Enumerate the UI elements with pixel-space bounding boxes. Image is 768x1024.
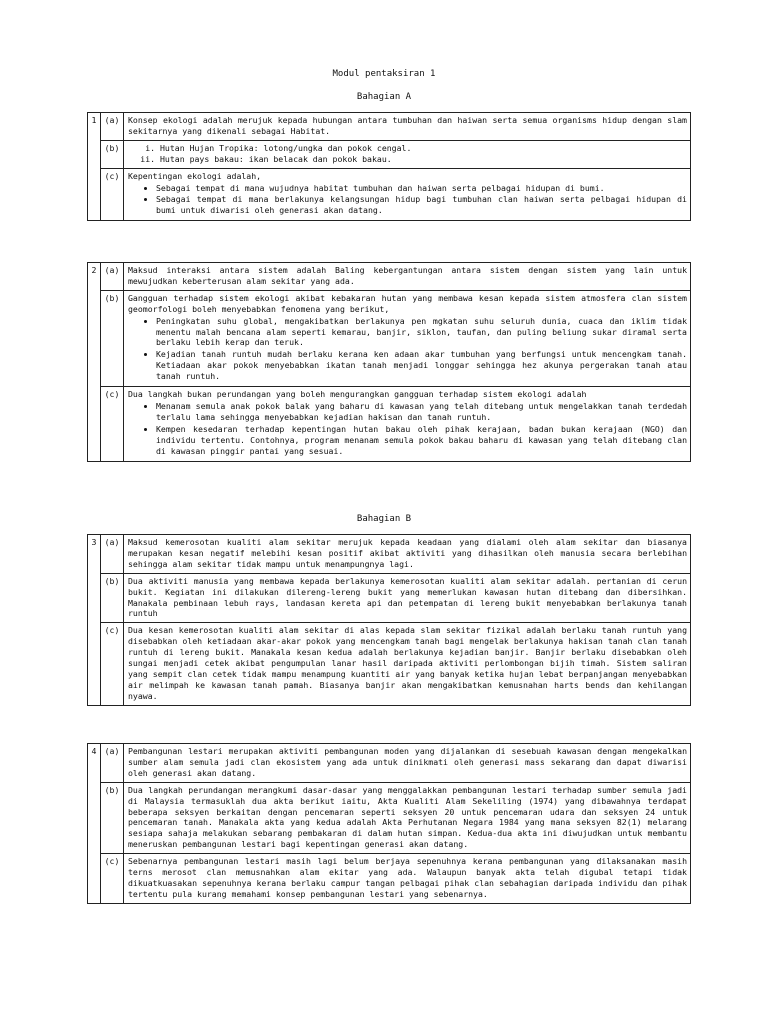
answer-text: Maksud interaksi antara sistem adalah Baling kebergantungan antara sistem dengan sistem yang lain untuk mewujudkan keberterusan alam sekitar yang ada. (124, 263, 691, 291)
question-number: 2 (88, 263, 101, 462)
answer-list-cell (124, 140, 691, 168)
list-item: • Sebagai tempat di mana berlakunya kelangsungan hidup bagi tumbuhan clan haiwan serta pelbagai hidupan di bumi untuk diwarisi oleh generasi akan datang. (156, 194, 687, 216)
answer-text: Maksud kemerosotan kualiti alam sekitar merujuk kepada keadaan yang dialami oleh alam sekitar dan biasanya merupakan kesan negatif melebihi kesan positif akibat aktiviti yang dihasilkan oleh manusia secara berlebihan sehingga alam sekitar tidak mampu untuk menampungnya lagi. (124, 535, 691, 574)
answer-text: Konsep ekologi adalah merujuk kepada hubungan antara tumbuhan dan haiwan serta semua organisms hidup dengan slam sekitarnya yang dikenali sebagai Habitat. (124, 113, 691, 141)
part-label: (b) (101, 782, 124, 853)
list-item: ii. Hutan pays bakau: ikan belacak dan pokok bakau. (160, 154, 687, 165)
q1a-row (88, 113, 691, 141)
question-number: 1 (88, 113, 101, 221)
part-label: (c) (101, 168, 124, 221)
part-label: (b) (101, 290, 124, 386)
roman-list (128, 143, 687, 165)
answer-intro: Gangguan terhadap sistem ekologi akibat kebakaran hutan yang membawa kesan kepada sistem atmosfera clan sistem geomorfologi boleh menyebabkan fenomena yang berikut, (128, 292, 687, 314)
bullet-list (128, 316, 687, 382)
section-b-heading: Bahagian B (356, 514, 412, 524)
q4c-row (88, 854, 691, 904)
question-1-table (87, 112, 691, 221)
answer-text: Dua langkah perundangan merangkumi dasar-dasar yang menggalakkan pembangunan lestari terhadap sumber semula jadi di Malaysia termasuklah dua akta berikut iaitu, Akta Kualiti Alam Sekeliling (1974) yang dibawahnya terdapat beberapa seksyen berkaitan dengan pencemaran seperti seksyen 20 untuk pencemaran udara dan seksyen 24 untuk pencemaran tanah. Manakala akta yang kedua adalah Akta Perhutanan Negara 1984 yang mana seksyen 82(1) melarang sesiapa sahaja melakukan sebarang pembakaran di dalam hutan simpan. Kedua-dua akta ini diwujudkan untuk membantu meneruskan pembangunan lestari bagi kepentingan generasi akan datang. (124, 782, 691, 853)
list-item: • Peningkatan suhu global, mengakibatkan berlakunya pen mgkatan suhu seluruh dunia, cuaca dan iklim tidak menentu malah bencana alam seperti kemarau, banjir, siklon, taufan, dan puling beliung sukar diramal serta berlaku lebih kerap dan teruk. (156, 316, 687, 349)
list-item: • Menanam semula anak pokok balak yang baharu di kawasan yang telah ditebang untuk mengelakkan tanah terdedah terlalu lama sehingga menyebabkan kejadian hakisan dan tanah runtuh. (156, 401, 687, 423)
part-label: (b) (101, 573, 124, 623)
answer-text: Dua aktiviti manusia yang membawa kepada berlakunya kemerosotan kualiti alam sekitar adalah. pertanian di cerun bukit. Kegiatan ini dilakukan dilereng-lereng bukit yang memerlukan kawasan hutan ditebang dan dibersihkan. Manakala pembinaan lebuh rays, landasan kereta api dan petempatan di lereng bukit menyebabkan berlakunya tanah runtuh (124, 573, 691, 623)
part-label: (c) (101, 387, 124, 461)
q1b-row (88, 140, 691, 168)
part-label: (c) (101, 623, 124, 705)
list-item: • Kempen kesedaran terhadap kepentingan hutan bakau oleh pihak kerajaan, badan bukan kerajaan (NGO) dan individu tertentu. Contohnya, program menanam semula pokok bakau baharu di kawasan yang telah ditebang clan di kawasan pinggir pantai yang sesuai. (156, 424, 687, 457)
answer-text: Sebenarnya pembangunan lestari masih lagi belum berjaya sepenuhnya kerana pembangunan yang dilaksanakan masih terns merosot clan memusnahkan alam ekitar yang ada. Walaupun banyak akta telah digubal tetapi tidak dikuatkuasakan sepenuhnya kerana berlaku campur tangan pelbagai pihak clan sebahagian daripada individu dan pihak tertentu pula kurang memahami konsep pembangunan lestari yang sebenarnya. (124, 854, 691, 904)
answer-intro: Dua langkah bukan perundangan yang boleh mengurangkan gangguan terhadap sistem ekologi adalah (128, 389, 587, 400)
part-label: (a) (101, 535, 124, 574)
part-label: (a) (101, 263, 124, 291)
answer-list-cell (124, 290, 691, 386)
question-4-table (87, 743, 691, 904)
q4b-row (88, 782, 691, 853)
part-label: (b) (101, 140, 124, 168)
question-number: 4 (88, 744, 101, 904)
q1c-row (88, 168, 691, 221)
q3b-row (88, 573, 691, 623)
answer-text: Dua kesan kemerosotan kualiti alam sekitar di alas kepada slam sekitar fizikal adalah berlaku tanah runtuh yang disebabkan oleh ketiadaan akar-akar pokok yang mencengkam tanah bagi mengelak berlakunya hakisan tanah clan tanah runtuh di lereng bukit. Manakala kesan kedua adalah berlakunya kejadian banjir. Banjir berlaku disebabkan oleh sungai menjadi cetek akibat pengumpulan lanar hasil daripada aktiviti perlombongan bijih timah. Sistem saliran yang sempit clan cetek tidak mampu menampung kuantiti air yang banyak ketika hujan lebat berpanjangan menyebabkan air melimpah ke kawasan tanah pamah. Biasanya banjir akan mengakibatkan kemusnahan harts bends dan kehilangan nyawa. (124, 623, 691, 705)
answer-list-cell (124, 387, 691, 461)
answer-intro: Kepentingan ekologi adalah, (128, 170, 262, 181)
part-label: (a) (101, 744, 124, 783)
bullet-list (128, 401, 687, 457)
question-3-table (87, 534, 691, 706)
list-item: • Sebagai tempat di mana wujudnya habitat tumbuhan dan haiwan serta pelbagai hidupan di bumi. (156, 183, 687, 194)
q3a-row (88, 535, 691, 574)
part-label: (c) (101, 854, 124, 904)
bullet-list (128, 183, 687, 217)
section-a-heading: Bahagian A (356, 92, 412, 102)
q4a-row (88, 744, 691, 783)
q2a-row (88, 263, 691, 291)
answer-text: Pembangunan lestari merupakan aktiviti pembangunan moden yang dijalankan di sesebuah kawasan dengan mengekalkan sumber alam semula jadi clan ekosistem yang ada untuk dinikmati oleh generasi mass sekarang dan dapat diwarisi oleh generasi akan datang. (124, 744, 691, 783)
document-title: Modul pentaksiran 1 (332, 69, 436, 79)
q3c-row (88, 623, 691, 705)
list-item: • Kejadian tanah runtuh mudah berlaku kerana ken adaan akar tumbuhan yang berfungsi untuk mencengkam tanah. Ketiadaan akar pokok menyebabkan ikatan tanah menjadi longgar sehingga hez akunya pergerakan tanah atau tanah runtuh. (156, 349, 687, 382)
question-number: 3 (88, 535, 101, 706)
q2c-row (88, 387, 691, 461)
part-label: (a) (101, 113, 124, 141)
answer-list-cell (124, 168, 691, 221)
list-item: i. Hutan Hujan Tropika: lotong/ungka dan pokok cengal. (160, 143, 687, 154)
q2b-row (88, 290, 691, 386)
question-2-table (87, 262, 691, 462)
